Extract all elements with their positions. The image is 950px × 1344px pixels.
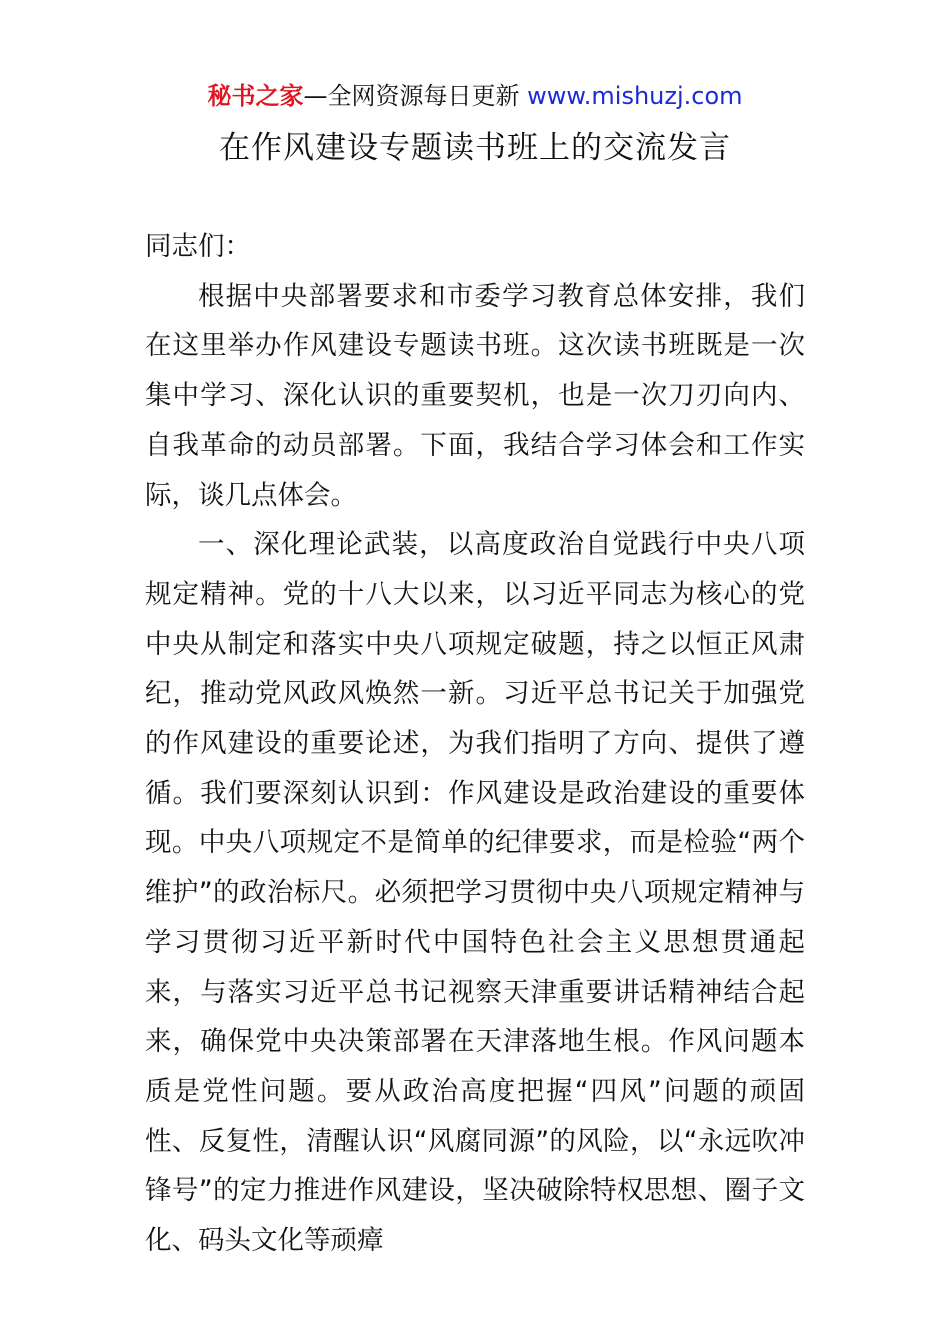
body-paragraph: 根据中央部署要求和市委学习教育总体安排，我们在这里举办作风建设专题读书班。这次读书班既是一次集中学习、深化认识的重要契机，也是一次刀刃向内、自我革命的动员部署。下面，我结合学习体会和工作实际，谈几点体会。 (145, 280, 805, 511)
site-url-link[interactable]: www.mishuzj.com (527, 82, 743, 110)
body-paragraph: 一、深化理论武装，以高度政治自觉践行中央八项规定精神。党的十八大以来，以习近平同志为核心的党中央从制定和落实中央八项规定破题，持之以恒正风肃纪，推动党风政风焕然一新。习近平总书记关于加强党的作风建设的重要论述，为我们指明了方向、提供了遵循。我们要深刻认识到：作风建设是政治建设的重要体现。中央八项规定不是简单的纪律要求，而是检验“两个维护”的政治标尺。必须把学习贯彻中央八项规定精神与学习贯彻习近平新时代中国特色社会主义思想贯通起来，与落实习近平总书记视察天津重要讲话精神结合起来，确保党中央决策部署在天津落地生根。作风问题本质是党性问题。要从政治高度把握“四风”问题的顽固性、反复性，清醒认识“风腐同源”的风险，以“永远吹冲锋号”的定力推进作风建设，坚决破除特权思想、圈子文化、码头文化等顽瘴 (145, 529, 805, 1257)
site-tagline: —全网资源每日更新 (303, 82, 528, 110)
site-banner (0, 80, 950, 112)
document-body (145, 222, 805, 1266)
site-brand-name: 秘书之家 (207, 82, 304, 110)
document-title: 在作风建设专题读书班上的交流发言 (219, 130, 731, 166)
salutation: 同志们： (145, 231, 251, 262)
